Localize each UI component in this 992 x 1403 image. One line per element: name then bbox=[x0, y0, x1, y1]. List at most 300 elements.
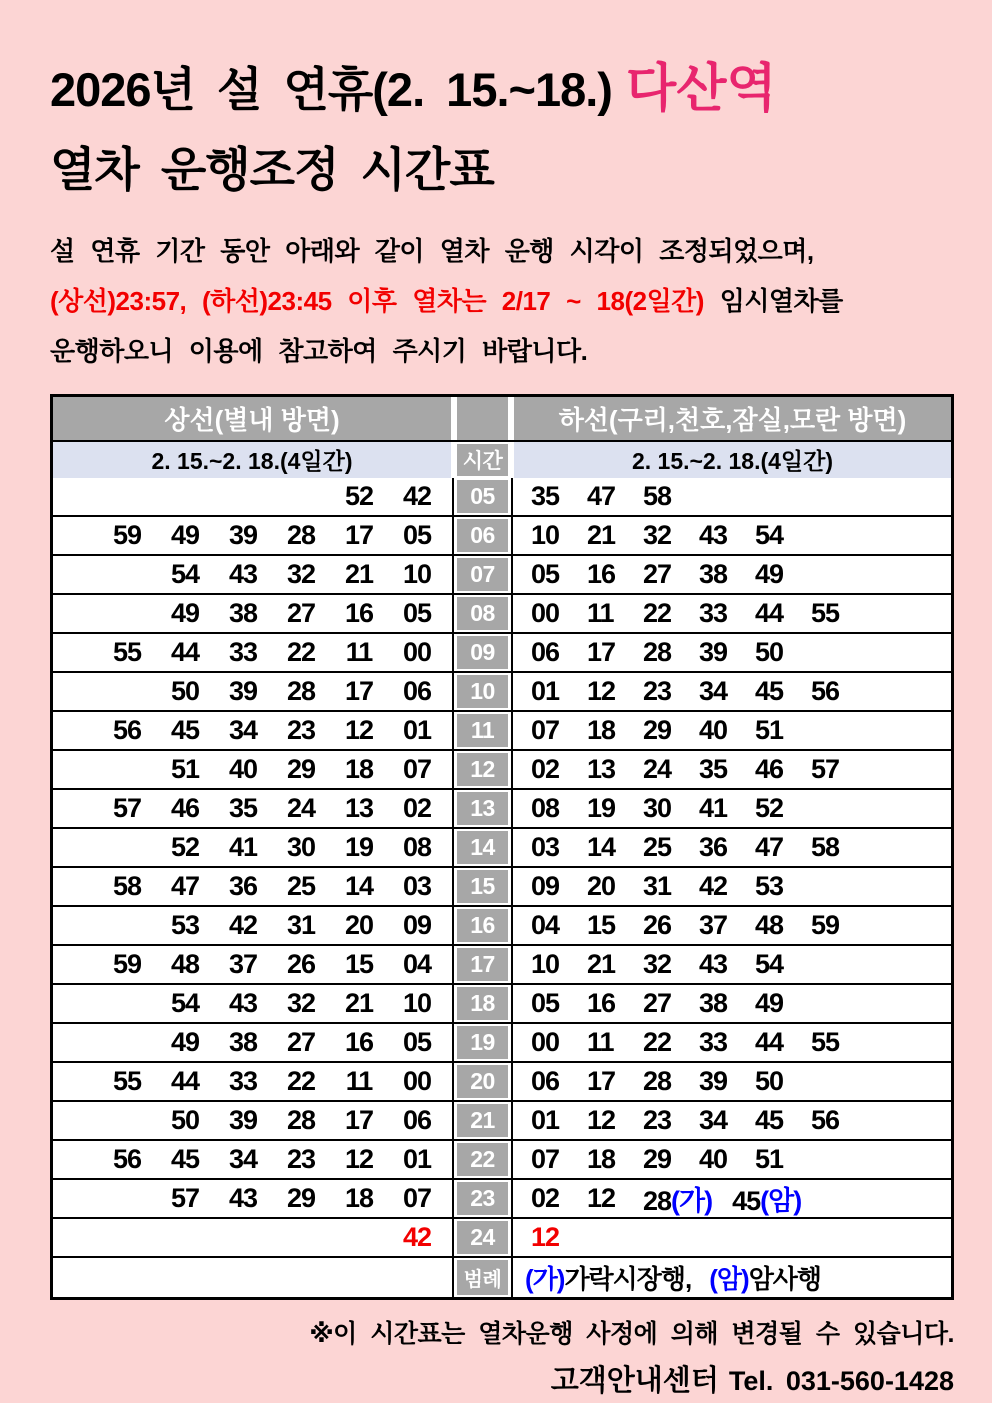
time-value: 15 bbox=[344, 948, 374, 979]
time-value: 42 bbox=[699, 870, 728, 901]
down-times-cell bbox=[511, 790, 951, 827]
time-value: 52 bbox=[170, 831, 200, 862]
time-value: 42 bbox=[228, 909, 258, 940]
time-value: 22 bbox=[286, 636, 316, 667]
time-value: 48 bbox=[755, 909, 784, 940]
legend-empty-cell bbox=[53, 1258, 454, 1297]
time-value: 02 bbox=[402, 792, 432, 823]
title-line-2: 열차 운행조정 시간표 bbox=[50, 142, 494, 196]
time-value: 47 bbox=[170, 870, 200, 901]
legend-text-am: 암사행 bbox=[748, 1263, 822, 1294]
time-value: 12 bbox=[344, 1143, 374, 1174]
hour-label: 10 bbox=[457, 675, 508, 708]
time-value: 49 bbox=[170, 519, 200, 550]
time-value: 11 bbox=[587, 597, 614, 628]
time-value: 32 bbox=[643, 948, 672, 979]
time-value: 04 bbox=[531, 909, 560, 940]
intro-line-1: 설 연휴 기간 동안 아래와 같이 열차 운행 시각이 조정되었으며, bbox=[50, 235, 814, 266]
time-value: 43 bbox=[699, 948, 728, 979]
down-direction-header: 하선(구리,천호,잠실,모란 방면) bbox=[511, 397, 951, 440]
hour-header-label: 시간 bbox=[457, 444, 508, 476]
time-value: 45 bbox=[170, 1143, 200, 1174]
time-value: 41 bbox=[699, 792, 728, 823]
table-row bbox=[53, 710, 951, 749]
table-row bbox=[53, 478, 951, 515]
time-value: 58 bbox=[643, 480, 672, 511]
down-times-cell bbox=[511, 829, 951, 866]
time-value: 47 bbox=[587, 480, 616, 511]
time-value: 01 bbox=[531, 1104, 560, 1135]
time-value: 21 bbox=[587, 948, 616, 979]
hour-label: 09 bbox=[457, 636, 508, 669]
time-value: 13 bbox=[344, 792, 374, 823]
up-times-cell bbox=[53, 556, 454, 593]
up-times-cell bbox=[53, 829, 454, 866]
hour-cell bbox=[454, 790, 511, 827]
table-row bbox=[53, 944, 951, 983]
up-times-cell bbox=[53, 517, 454, 554]
time-value: 21 bbox=[587, 519, 616, 550]
time-value: 23 bbox=[643, 1104, 672, 1135]
table-row bbox=[53, 1100, 951, 1139]
time-value: 56 bbox=[112, 1143, 142, 1174]
time-value: 28 bbox=[286, 675, 316, 706]
time-value: 14 bbox=[344, 870, 374, 901]
table-row bbox=[53, 983, 951, 1022]
time-value: 56 bbox=[811, 675, 840, 706]
time-value: 51 bbox=[755, 714, 784, 745]
down-times-cell bbox=[511, 1102, 951, 1139]
time-value: 59 bbox=[112, 948, 142, 979]
time-value: 21 bbox=[344, 558, 374, 589]
time-value: 55 bbox=[112, 636, 142, 667]
time-value: 31 bbox=[286, 909, 316, 940]
time-value: 58 bbox=[112, 870, 142, 901]
hour-cell bbox=[454, 868, 511, 905]
time-value: 11 bbox=[345, 1065, 373, 1096]
up-direction-header: 상선(별내 방면) bbox=[53, 397, 454, 440]
hour-label: 17 bbox=[457, 948, 508, 981]
time-value: 35 bbox=[699, 753, 728, 784]
time-value: 42 bbox=[402, 480, 432, 511]
up-times-cell bbox=[53, 634, 454, 671]
time-value: 52 bbox=[755, 792, 784, 823]
up-times-cell bbox=[53, 751, 454, 788]
time-value: 40 bbox=[699, 714, 728, 745]
time-value: 27 bbox=[286, 1026, 316, 1057]
time-value: 22 bbox=[286, 1065, 316, 1096]
up-times-cell bbox=[53, 595, 454, 632]
time-value: 05 bbox=[531, 987, 560, 1018]
time-value: 30 bbox=[286, 831, 316, 862]
legend-text-ga: 가락시장행, bbox=[564, 1263, 692, 1294]
down-times-cell bbox=[511, 712, 951, 749]
hour-cell bbox=[454, 1102, 511, 1139]
time-value: 17 bbox=[344, 519, 374, 550]
hour-cell bbox=[454, 985, 511, 1022]
time-value: 38 bbox=[699, 987, 728, 1018]
time-value: 16 bbox=[587, 558, 616, 589]
hour-cell bbox=[454, 1024, 511, 1061]
time-value: 05 bbox=[402, 519, 432, 550]
time-value: 01 bbox=[402, 1143, 432, 1174]
time-value: 34 bbox=[228, 714, 258, 745]
table-row bbox=[53, 1022, 951, 1061]
time-value: 20 bbox=[344, 909, 374, 940]
time-value: 18 bbox=[587, 714, 616, 745]
hour-cell bbox=[454, 829, 511, 866]
time-value: 04 bbox=[402, 948, 432, 979]
up-times-cell bbox=[53, 1102, 454, 1139]
down-times-cell bbox=[511, 1219, 951, 1256]
destination-tag: (가) bbox=[671, 1185, 713, 1216]
time-value: 05 bbox=[402, 1026, 432, 1057]
footer-note: ※이 시간표는 열차운행 사정에 의해 변경될 수 있습니다. bbox=[309, 1319, 954, 1348]
hour-label: 21 bbox=[457, 1104, 508, 1137]
time-value: 34 bbox=[228, 1143, 258, 1174]
hour-cell bbox=[454, 907, 511, 944]
time-value: 07 bbox=[402, 753, 432, 784]
up-times-cell bbox=[53, 946, 454, 983]
hour-cell bbox=[454, 751, 511, 788]
time-value: 11 bbox=[587, 1026, 614, 1057]
time-value: 12 bbox=[587, 1182, 616, 1213]
table-row bbox=[53, 866, 951, 905]
time-value: 15 bbox=[587, 909, 616, 940]
time-value: 26 bbox=[643, 909, 672, 940]
time-value: 12 bbox=[344, 714, 374, 745]
legend-content-cell bbox=[511, 1258, 951, 1297]
hour-label: 11 bbox=[457, 714, 508, 747]
time-value: 56 bbox=[811, 1104, 840, 1135]
hour-header-spacer bbox=[454, 397, 511, 440]
time-value: 00 bbox=[402, 636, 432, 667]
time-value: 25 bbox=[643, 831, 672, 862]
time-value: 51 bbox=[170, 753, 200, 784]
time-value: 41 bbox=[228, 831, 258, 862]
contact-tel: Tel. 031-560-1428 bbox=[728, 1365, 954, 1396]
hour-cell bbox=[454, 1141, 511, 1178]
time-value: 07 bbox=[402, 1182, 432, 1213]
time-value: 53 bbox=[755, 870, 784, 901]
time-value: 40 bbox=[228, 753, 258, 784]
time-value: 55 bbox=[811, 597, 840, 628]
time-value: 00 bbox=[531, 597, 560, 628]
hour-label: 20 bbox=[457, 1065, 508, 1098]
down-times-cell bbox=[511, 517, 951, 554]
time-value: 17 bbox=[344, 1104, 374, 1135]
time-value: 20 bbox=[587, 870, 616, 901]
time-value: 00 bbox=[402, 1065, 432, 1096]
time-value bbox=[726, 1179, 815, 1218]
time-value: 27 bbox=[286, 597, 316, 628]
time-value: 54 bbox=[755, 519, 784, 550]
direction-header-row bbox=[53, 397, 951, 440]
time-value: 38 bbox=[228, 1026, 258, 1057]
time-value: 01 bbox=[531, 675, 560, 706]
intro-line-2 bbox=[50, 276, 948, 326]
time-value: 45 bbox=[170, 714, 200, 745]
table-row bbox=[53, 671, 951, 710]
up-times-cell bbox=[53, 907, 454, 944]
down-times-cell bbox=[511, 985, 951, 1022]
title-line-1 bbox=[50, 62, 948, 117]
time-value: 32 bbox=[286, 558, 316, 589]
time-value: 39 bbox=[699, 636, 728, 667]
time-value: 03 bbox=[402, 870, 432, 901]
timetable bbox=[50, 394, 954, 1300]
time-value: 59 bbox=[811, 909, 840, 940]
table-row bbox=[53, 593, 951, 632]
down-times-cell bbox=[511, 1180, 951, 1217]
contact-center-name: 고객안내센터 bbox=[550, 1364, 719, 1397]
time-value: 11 bbox=[345, 636, 373, 667]
time-value: 24 bbox=[643, 753, 672, 784]
time-value: 28 bbox=[286, 1104, 316, 1135]
down-times-cell bbox=[511, 907, 951, 944]
up-times-cell bbox=[53, 1141, 454, 1178]
time-value: 26 bbox=[286, 948, 316, 979]
legend-tag-am: (암) bbox=[709, 1263, 749, 1294]
time-value: 10 bbox=[531, 948, 560, 979]
up-times-cell bbox=[53, 985, 454, 1022]
poster-title bbox=[50, 62, 948, 194]
time-value: 45 bbox=[755, 1104, 784, 1135]
time-value: 28 bbox=[643, 636, 672, 667]
time-value: 06 bbox=[402, 1104, 432, 1135]
hour-header-spacer-pill bbox=[457, 397, 508, 440]
up-times-cell bbox=[53, 673, 454, 710]
time-value: 02 bbox=[531, 753, 560, 784]
time-value: 00 bbox=[531, 1026, 560, 1057]
up-times-cell bbox=[53, 1063, 454, 1100]
table-row bbox=[53, 632, 951, 671]
legend-item-am bbox=[709, 1259, 821, 1296]
contact-info bbox=[50, 1358, 954, 1399]
time-value: 16 bbox=[587, 987, 616, 1018]
time-value: 59 bbox=[112, 519, 142, 550]
hour-label: 24 bbox=[457, 1221, 508, 1254]
down-times-cell bbox=[511, 478, 951, 515]
time-value: 14 bbox=[587, 831, 616, 862]
time-value: 33 bbox=[228, 1065, 258, 1096]
hour-label: 22 bbox=[457, 1143, 508, 1176]
time-value: 39 bbox=[699, 1065, 728, 1096]
time-value: 44 bbox=[755, 1026, 784, 1057]
time-value: 06 bbox=[402, 675, 432, 706]
table-row bbox=[53, 554, 951, 593]
time-number: 28 bbox=[643, 1185, 672, 1216]
hour-label: 14 bbox=[457, 831, 508, 864]
up-times-cell bbox=[53, 1219, 454, 1256]
down-times-cell bbox=[511, 556, 951, 593]
time-value: 10 bbox=[531, 519, 560, 550]
time-value: 08 bbox=[402, 831, 432, 862]
hour-label: 07 bbox=[457, 558, 508, 591]
time-value: 43 bbox=[699, 519, 728, 550]
time-value: 09 bbox=[531, 870, 560, 901]
time-value: 51 bbox=[755, 1143, 784, 1174]
time-value: 39 bbox=[228, 675, 258, 706]
intro-highlight-red: (상선)23:57, (하선)23:45 이후 열차는 2/17 ~ 18(2일간) bbox=[50, 285, 704, 316]
time-value: 23 bbox=[286, 1143, 316, 1174]
hour-label: 16 bbox=[457, 909, 508, 942]
time-value: 29 bbox=[643, 714, 672, 745]
time-value: 36 bbox=[699, 831, 728, 862]
time-value: 50 bbox=[755, 1065, 784, 1096]
time-value: 17 bbox=[344, 675, 374, 706]
time-value: 50 bbox=[170, 675, 200, 706]
time-value: 10 bbox=[402, 987, 432, 1018]
time-value: 55 bbox=[811, 1026, 840, 1057]
time-value: 18 bbox=[587, 1143, 616, 1174]
time-value: 16 bbox=[344, 1026, 374, 1057]
up-times-cell bbox=[53, 478, 454, 515]
time-value: 46 bbox=[755, 753, 784, 784]
time-value: 18 bbox=[344, 1182, 374, 1213]
up-times-cell bbox=[53, 1024, 454, 1061]
time-value: 49 bbox=[170, 1026, 200, 1057]
table-row bbox=[53, 1139, 951, 1178]
table-row bbox=[53, 515, 951, 554]
legend-label: 범례 bbox=[457, 1260, 508, 1295]
down-date-header: 2. 15.~2. 18.(4일간) bbox=[511, 442, 951, 478]
up-times-cell bbox=[53, 790, 454, 827]
down-times-cell bbox=[511, 1063, 951, 1100]
hour-label: 23 bbox=[457, 1182, 508, 1215]
hour-cell bbox=[454, 1063, 511, 1100]
time-value: 57 bbox=[811, 753, 840, 784]
time-value: 33 bbox=[699, 1026, 728, 1057]
time-value: 21 bbox=[344, 987, 374, 1018]
table-row bbox=[53, 788, 951, 827]
time-value: 06 bbox=[531, 1065, 560, 1096]
hour-cell bbox=[454, 556, 511, 593]
time-value: 22 bbox=[643, 597, 672, 628]
down-times-cell bbox=[511, 1024, 951, 1061]
time-value: 48 bbox=[170, 948, 200, 979]
time-value: 43 bbox=[228, 1182, 258, 1213]
time-value: 33 bbox=[228, 636, 258, 667]
time-value: 46 bbox=[170, 792, 200, 823]
down-times-cell bbox=[511, 634, 951, 671]
down-times-cell bbox=[511, 868, 951, 905]
time-value: 47 bbox=[755, 831, 784, 862]
time-value: 45 bbox=[755, 675, 784, 706]
hour-header-cell bbox=[454, 442, 511, 478]
hour-label: 18 bbox=[457, 987, 508, 1020]
table-row bbox=[53, 1061, 951, 1100]
timetable-body bbox=[53, 478, 951, 1256]
hour-label: 05 bbox=[457, 480, 508, 513]
hour-cell bbox=[454, 712, 511, 749]
time-value: 19 bbox=[587, 792, 616, 823]
hour-cell bbox=[454, 595, 511, 632]
legend-item-ga bbox=[525, 1259, 691, 1296]
time-value: 54 bbox=[755, 948, 784, 979]
time-value: 35 bbox=[531, 480, 560, 511]
time-value: 28 bbox=[643, 1065, 672, 1096]
time-value: 33 bbox=[699, 597, 728, 628]
time-value: 40 bbox=[699, 1143, 728, 1174]
down-times-cell bbox=[511, 595, 951, 632]
time-value: 27 bbox=[643, 987, 672, 1018]
up-times-cell bbox=[53, 1180, 454, 1217]
time-value: 37 bbox=[699, 909, 728, 940]
time-value: 05 bbox=[531, 558, 560, 589]
time-value: 06 bbox=[531, 636, 560, 667]
time-value: 25 bbox=[286, 870, 316, 901]
time-value: 50 bbox=[170, 1104, 200, 1135]
time-value: 56 bbox=[112, 714, 142, 745]
footer bbox=[50, 1314, 954, 1399]
hour-label: 15 bbox=[457, 870, 508, 903]
hour-label: 13 bbox=[457, 792, 508, 825]
time-value: 44 bbox=[170, 1065, 200, 1096]
time-value: 34 bbox=[699, 1104, 728, 1135]
time-value: 42 bbox=[402, 1221, 432, 1252]
time-value: 28 bbox=[286, 519, 316, 550]
time-value: 10 bbox=[402, 558, 432, 589]
time-value: 01 bbox=[402, 714, 432, 745]
time-value: 13 bbox=[587, 753, 616, 784]
time-value: 54 bbox=[170, 987, 200, 1018]
down-times-cell bbox=[511, 1141, 951, 1178]
time-value: 29 bbox=[643, 1143, 672, 1174]
time-value: 29 bbox=[286, 753, 316, 784]
hour-cell bbox=[454, 634, 511, 671]
time-value: 16 bbox=[344, 597, 374, 628]
time-value: 43 bbox=[228, 558, 258, 589]
time-value: 54 bbox=[170, 558, 200, 589]
hour-cell bbox=[454, 946, 511, 983]
station-name: 다산역 bbox=[625, 60, 777, 118]
time-value: 22 bbox=[643, 1026, 672, 1057]
time-value: 02 bbox=[531, 1182, 560, 1213]
time-value: 07 bbox=[531, 714, 560, 745]
time-value: 12 bbox=[587, 675, 616, 706]
intro-line-2-tail: 임시열차를 bbox=[719, 285, 843, 316]
time-value: 12 bbox=[531, 1221, 560, 1252]
time-value: 27 bbox=[643, 558, 672, 589]
down-times-cell bbox=[511, 946, 951, 983]
time-value: 37 bbox=[228, 948, 258, 979]
time-value: 17 bbox=[587, 1065, 616, 1096]
legend-row bbox=[53, 1256, 951, 1297]
table-row bbox=[53, 1217, 951, 1256]
time-value: 23 bbox=[286, 714, 316, 745]
time-value: 09 bbox=[402, 909, 432, 940]
intro-line-3: 운행하오니 이용에 참고하여 주시기 바랍니다. bbox=[50, 335, 588, 366]
intro-paragraph bbox=[50, 226, 948, 376]
time-value: 44 bbox=[755, 597, 784, 628]
time-value: 53 bbox=[170, 909, 200, 940]
time-value: 32 bbox=[286, 987, 316, 1018]
hour-cell bbox=[454, 673, 511, 710]
time-value: 07 bbox=[531, 1143, 560, 1174]
time-value: 49 bbox=[755, 558, 784, 589]
time-value: 03 bbox=[531, 831, 560, 862]
time-value: 36 bbox=[228, 870, 258, 901]
table-row bbox=[53, 905, 951, 944]
time-value: 34 bbox=[699, 675, 728, 706]
time-value: 44 bbox=[170, 636, 200, 667]
hour-label: 19 bbox=[457, 1026, 508, 1059]
hour-label: 08 bbox=[457, 597, 508, 630]
time-value: 31 bbox=[643, 870, 672, 901]
table-row bbox=[53, 827, 951, 866]
time-value: 49 bbox=[755, 987, 784, 1018]
